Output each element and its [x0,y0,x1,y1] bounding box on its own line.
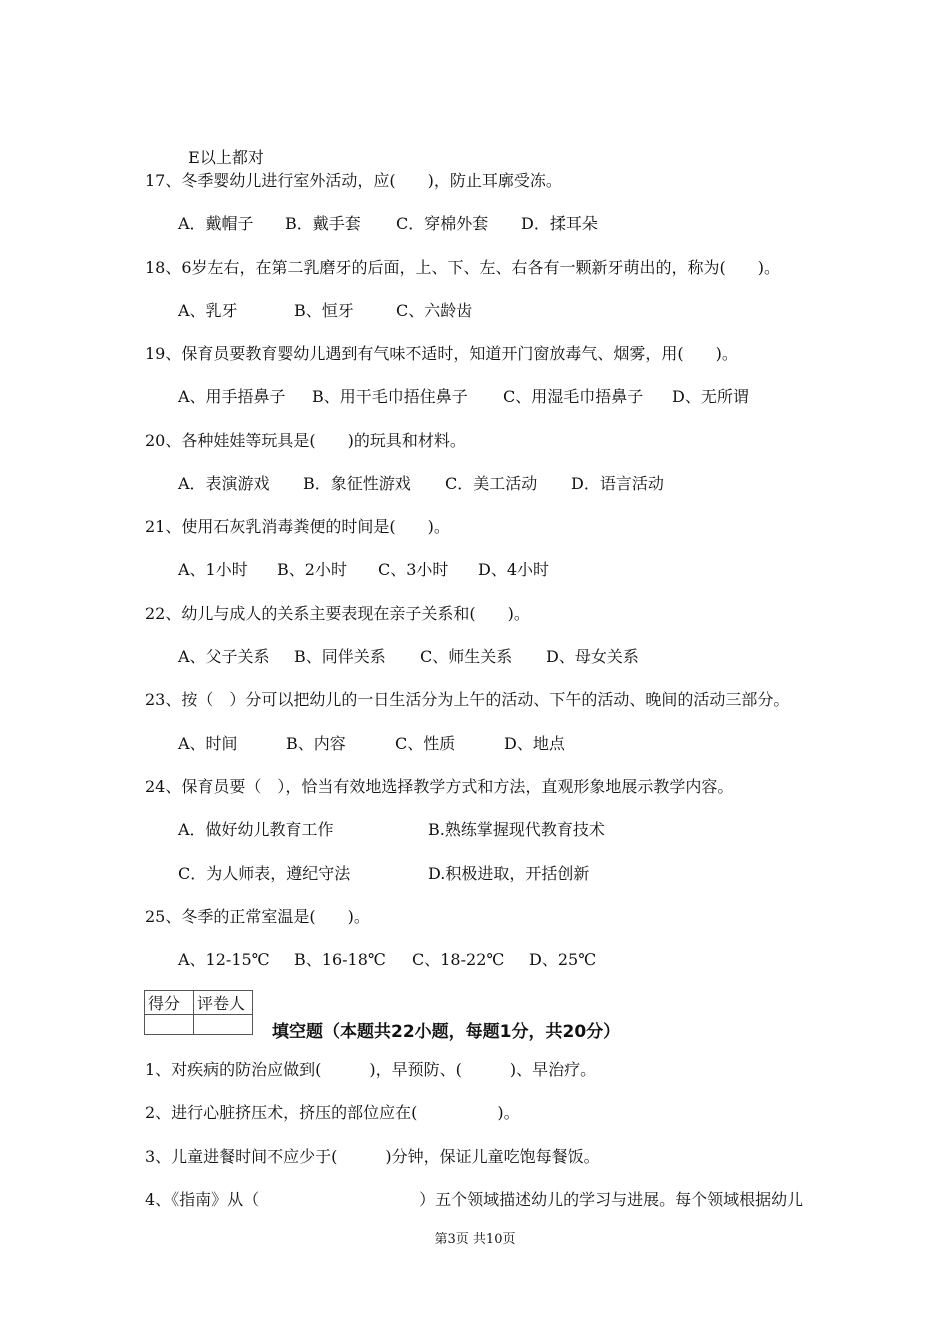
question-stem: 22、幼儿与成人的关系主要表现在亲子关系和( )。 [145,604,530,623]
option-a: A、1小时 [178,560,248,579]
option-b: B、同伴关系 [294,647,386,666]
option-d: D．语言活动 [571,474,664,493]
option-d: D、地点 [504,734,565,753]
question-stem: 20、各种娃娃等玩具是( )的玩具和材料。 [145,431,466,450]
option-b: B．象征性游戏 [303,474,411,493]
option-a: A．戴帽子 [178,214,254,233]
option-c: C、3小时 [378,560,449,579]
option-a: A、乳牙 [178,301,238,320]
score-table [144,990,253,1035]
option-a: A、时间 [178,734,238,753]
option-b: B．戴手套 [285,214,361,233]
option-a: A、12-15℃ [178,950,270,969]
question-stem: 24、保育员要（ ），恰当有效地选择教学方式和方法，直观形象地展示教学内容。 [145,777,734,796]
fill-blank-item: 2、进行心脏挤压术，挤压的部位应在( )。 [145,1103,520,1122]
option-b: B、16-18℃ [294,950,386,969]
score-label: 得分 [145,991,194,1015]
option-c: C．美工活动 [445,474,538,493]
question-stem: 17、冬季婴幼儿进行室外活动，应( )，防止耳廓受冻。 [145,171,562,190]
option: E以上都对 [188,148,264,167]
grader-label: 评卷人 [194,991,253,1015]
option-b: B、恒牙 [294,301,354,320]
option-b: B、用干毛巾捂住鼻子 [312,387,468,406]
question-stem: 21、使用石灰乳消毒粪便的时间是( )。 [145,517,450,536]
grader-cell [194,1015,253,1035]
option-d: D．揉耳朵 [521,214,598,233]
option-a: A、用手捂鼻子 [178,387,286,406]
option-a: A．表演游戏 [178,474,270,493]
question-stem: 23、按（ ）分可以把幼儿的一日生活分为上午的活动、下午的活动、晚间的活动三部分。 [145,690,790,709]
fill-blank-item: 1、对疾病的防治应做到( )，早预防、( )、早治疗。 [145,1060,597,1079]
option-c: C、六龄齿 [396,301,473,320]
option-d: D、4小时 [478,560,550,579]
option-line [178,128,264,168]
fill-blank-item: 4、《指南》从（ ）五个领域描述幼儿的学习与进展。每个领域根据幼儿 [145,1190,804,1209]
option-d: D、母女关系 [546,647,639,666]
option-d: D、25℃ [529,950,597,969]
option-c: C、用湿毛巾捂鼻子 [503,387,644,406]
score-cell [145,1015,194,1035]
option-d: D、无所谓 [672,387,749,406]
option-c: C、性质 [395,734,456,753]
option-c: C、师生关系 [420,647,513,666]
page-footer: 第3页 共10页 [434,1232,516,1247]
option-c: C．穿棉外套 [396,214,489,233]
fill-blank-item: 3、儿童进餐时间不应少于( )分钟，保证儿童吃饱每餐饭。 [145,1147,600,1166]
option-a: A．做好幼儿教育工作 [178,820,334,839]
option-b: B.熟练掌握现代教育技术 [428,820,605,839]
option-b: B、2小时 [277,560,347,579]
section-title: 填空题（本题共22小题，每题1分，共20分） [272,1022,621,1042]
question-stem: 18、6岁左右，在第二乳磨牙的后面，上、下、左、右各有一颗新牙萌出的，称为( )。 [145,258,781,277]
option-c: C．为人师表，遵纪守法 [178,864,351,883]
question-stem: 19、保育员要教育婴幼儿遇到有气味不适时，知道开门窗放毒气、烟雾，用( )。 [145,344,738,363]
option-c: C、18-22℃ [412,950,505,969]
option-a: A、父子关系 [178,647,270,666]
option-b: B、内容 [286,734,346,753]
question-stem: 25、冬季的正常室温是( )。 [145,907,370,926]
option-d: D.积极进取，开括创新 [428,864,590,883]
